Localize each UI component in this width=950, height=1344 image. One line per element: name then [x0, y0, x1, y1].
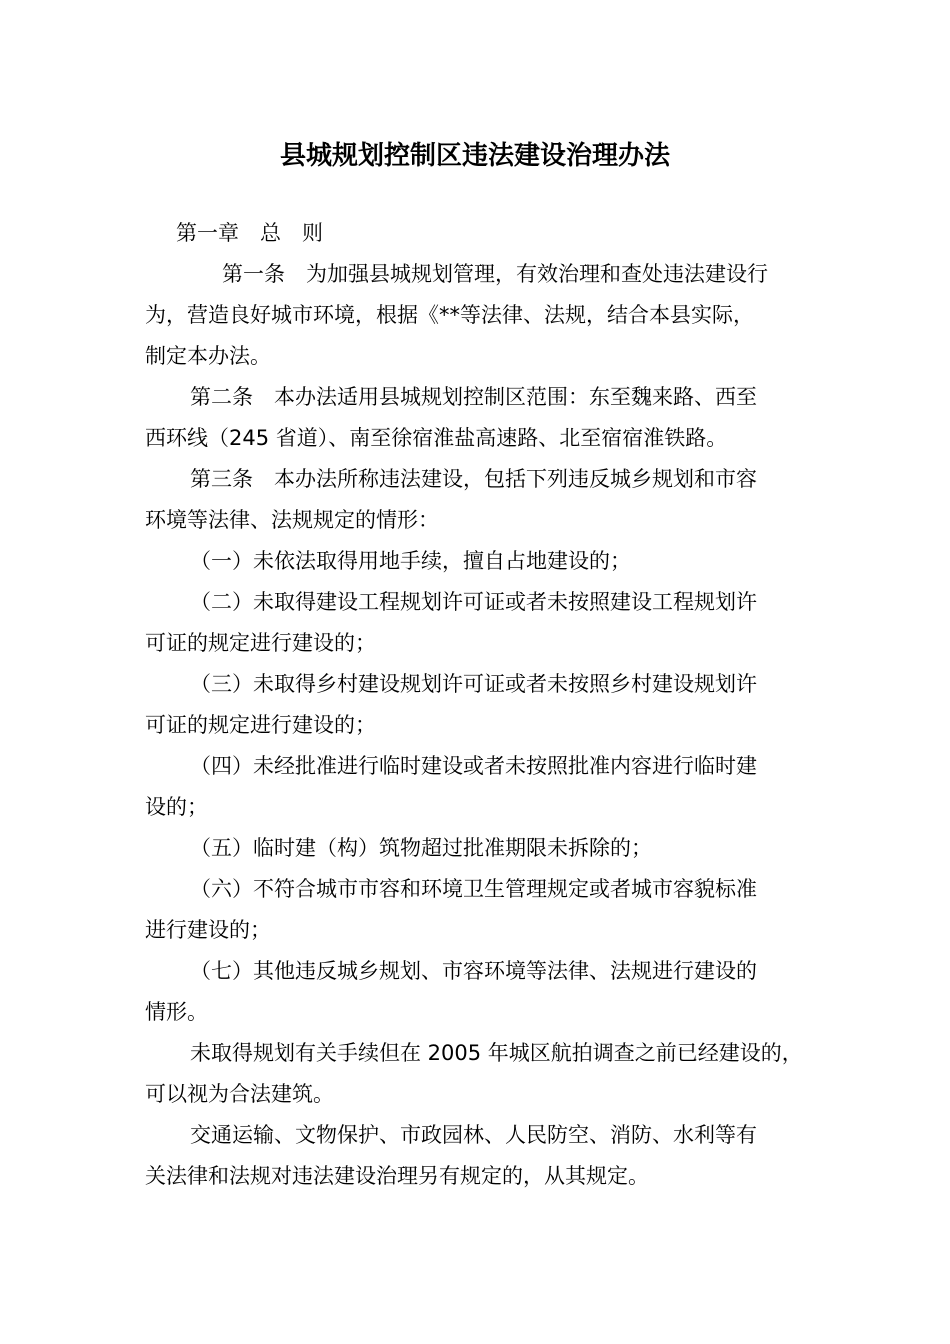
article-1 — [145, 254, 810, 377]
list-item-7-line-1: （七）其他违反城乡规划、市容环境等法律、法规进行建设的 — [190, 959, 757, 983]
note-2-line-2: 关法律和法规对违法建设治理另有规定的，从其规定。 — [145, 1164, 649, 1188]
article-1-line-3: 制定本办法。 — [145, 344, 271, 368]
document-title: 县城规划控制区违法建设治理办法 — [279, 141, 670, 171]
list-item-7-line-2: 情形。 — [145, 1000, 208, 1024]
list-item-4 — [145, 746, 810, 828]
article-1-line-1: 第一条 为加强县城规划管理，有效治理和查处违法建设行 — [201, 262, 768, 286]
list-item-2-line-1: （二）未取得建设工程规划许可证或者未按照建设工程规划许 — [190, 590, 757, 614]
article-3-line-2: 环境等法律、法规规定的情形： — [145, 508, 439, 532]
list-item-5 — [145, 828, 810, 869]
list-item-7 — [145, 951, 810, 1033]
note-paragraph-1 — [145, 1033, 835, 1115]
list-item-6-line-1: （六）不符合城市市容和环境卫生管理规定或者城市容貌标准 — [190, 877, 757, 901]
article-2 — [145, 377, 810, 459]
list-item-3-line-1: （三）未取得乡村建设规划许可证或者未按照乡村建设规划许 — [190, 672, 757, 696]
article-1-line-2: 为，营造良好城市环境，根据《**等法律、法规，结合本县实际， — [145, 303, 754, 327]
list-item-6 — [145, 869, 810, 951]
list-item-6-line-2: 进行建设的； — [145, 918, 271, 942]
article-3 — [145, 459, 810, 541]
list-item-3 — [145, 664, 810, 746]
list-item-4-line-1: （四）未经批准进行临时建设或者未按照批准内容进行临时建 — [190, 754, 757, 778]
list-item-1-line-1: （一）未依法取得用地手续，擅自占地建设的； — [190, 549, 631, 573]
list-item-1 — [145, 541, 810, 582]
list-item-2-line-2: 可证的规定进行建设的； — [145, 631, 376, 655]
article-3-line-1: 第三条 本办法所称违法建设，包括下列违反城乡规划和市容 — [190, 467, 757, 491]
article-2-line-2: 西环线（245 省道）、南至徐宿淮盐高速路、北至宿宿淮铁路。 — [145, 426, 728, 450]
note-paragraph-2 — [145, 1115, 810, 1197]
list-item-5-line-1: （五）临时建（构）筑物超过批准期限未拆除的； — [190, 836, 652, 860]
chapter-heading-text: 第一章 总 则 — [176, 221, 323, 245]
note-1-line-2: 可以视为合法建筑。 — [145, 1082, 334, 1106]
list-item-4-line-2: 设的； — [145, 795, 208, 819]
note-1-line-1: 未取得规划有关手续但在 2005 年城区航拍调查之前已经建设的， — [190, 1041, 803, 1065]
note-2-line-1: 交通运输、文物保护、市政园林、人民防空、消防、水利等有 — [190, 1123, 757, 1147]
list-item-3-line-2: 可证的规定进行建设的； — [145, 713, 376, 737]
chapter-heading — [176, 213, 841, 254]
list-item-2 — [145, 582, 810, 664]
article-2-line-1: 第二条 本办法适用县城规划控制区范围：东至魏来路、西至 — [190, 385, 757, 409]
